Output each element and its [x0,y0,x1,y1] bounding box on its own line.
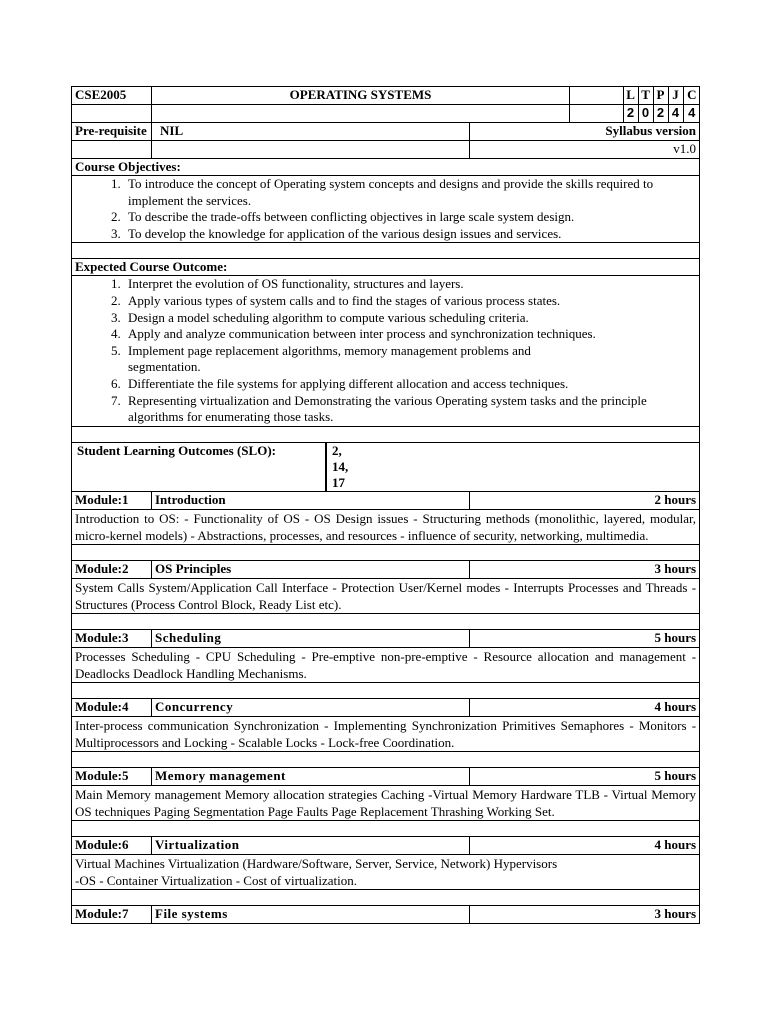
module-description: Main Memory management Memory allocation strategies Caching -Virtual Memory Hardware TLB - Virtual Memory OS techniques Paging Segmentation Page Faults Page Replacement Thrashing Working Set. [72,785,700,820]
list-item: 2. Apply various types of system calls and to find the stages of various process states. [124,293,696,310]
objectives-heading: Course Objectives: [72,159,700,176]
list-item: 3. Design a model scheduling algorithm to compute various scheduling criteria. [124,310,696,327]
outcomes-heading: Expected Course Outcome: [72,259,700,276]
module-header [72,767,700,785]
list-item: 3. To develop the knowledge for application of the various design issues and services. [124,226,696,243]
ltpjc-value-l: 2 [623,105,638,123]
module-header [72,491,700,509]
module-header [72,629,700,647]
module-header [72,698,700,716]
module-title: File systems [152,905,470,923]
slo-value: 2, 14, 17 [332,442,349,490]
list-item: 1. To introduce the concept of Operating system concepts and designs and provide the skills required to implement the services. [124,176,696,209]
syllabus-value: v1.0 [470,141,700,159]
list-item: 6. Differentiate the file systems for applying different allocation and access techniques. [124,376,696,393]
module-number: Module:2 [72,560,152,578]
module-description: Processes Scheduling - CPU Scheduling - Pre-emptive non-pre-emptive - Resource allocation and management - Deadlocks Deadlock Handling Mechanisms. [72,647,700,682]
module-number: Module:6 [72,836,152,854]
module-description: Virtual Machines Virtualization (Hardware/Software, Server, Service, Network) Hypervisors -OS - Container Virtualization - Cost of virtualization. [72,854,700,889]
course-code: CSE2005 [72,87,152,105]
list-item: 7. Representing virtualization and Demonstrating the various Operating system tasks and the principle algorithms for enumerating those tasks. [124,393,696,426]
ltpjc-value-c: 4 [683,105,700,123]
module-hours: 4 hours [470,836,700,854]
syllabus-table [71,86,700,924]
module-number: Module:1 [72,491,152,509]
module-hours: 2 hours [470,491,700,509]
module-header [72,836,700,854]
ltpjc-value-p: 2 [653,105,668,123]
ltpjc-label-p: P [653,87,668,105]
ltpjc-label-l: L [623,87,638,105]
module-hours: 5 hours [470,767,700,785]
module-title: Concurrency [152,698,470,716]
ltpjc-label-c: C [683,87,700,105]
module-number: Module:4 [72,698,152,716]
syllabus-page [71,86,699,924]
list-item: 4. Apply and analyze communication between inter process and synchronization techniques. [124,326,696,343]
module-hours: 4 hours [470,698,700,716]
module-description: System Calls System/Application Call Interface - Protection User/Kernel modes - Interrupts Processes and Threads - Structures (Process Control Block, Ready List etc). [72,578,700,613]
prereq-label: Pre-requisite [72,123,152,141]
module-header [72,560,700,578]
module-hours: 3 hours [470,560,700,578]
list-item: 5. Implement page replacement algorithms, memory management problems and segmentation. [124,343,696,376]
module-description: Introduction to OS: - Functionality of OS - OS Design issues - Structuring methods (monolithic, layered, modular, micro-kernel models) - Abstractions, processes, and resources - influence of security, networking, multimedia. [72,509,700,544]
ltpjc-grid [570,87,700,123]
syllabus-label: Syllabus version [470,123,700,141]
list-item: 2. To describe the trade-offs between conflicting objectives in large scale system design. [124,209,696,226]
ltpjc-label-j: J [668,87,683,105]
module-description: Inter-process communication Synchronization - Implementing Synchronization Primitives Semaphores - Monitors - Multiprocessors and Locking - Scalable Locks - Lock-free Coordination. [72,716,700,751]
module-hours: 5 hours [470,629,700,647]
course-title: OPERATING SYSTEMS [152,87,570,105]
module-number: Module:7 [72,905,152,923]
prereq-value: NIL [152,123,470,141]
ltpjc-label-t: T [638,87,653,105]
module-header [72,905,700,923]
module-title: OS Principles [152,560,470,578]
list-item: 1. Interpret the evolution of OS functionality, structures and layers. [124,276,696,293]
module-title: Scheduling [152,629,470,647]
module-title: Memory management [152,767,470,785]
ltpjc-value-t: 0 [638,105,653,123]
slo-label: Student Learning Outcomes (SLO): [72,443,326,491]
module-title: Introduction [152,491,470,509]
module-title: Virtualization [152,836,470,854]
outcomes-list [72,276,700,426]
module-hours: 3 hours [470,905,700,923]
objectives-list [72,176,700,243]
module-number: Module:3 [72,629,152,647]
module-number: Module:5 [72,767,152,785]
ltpjc-value-j: 4 [668,105,683,123]
